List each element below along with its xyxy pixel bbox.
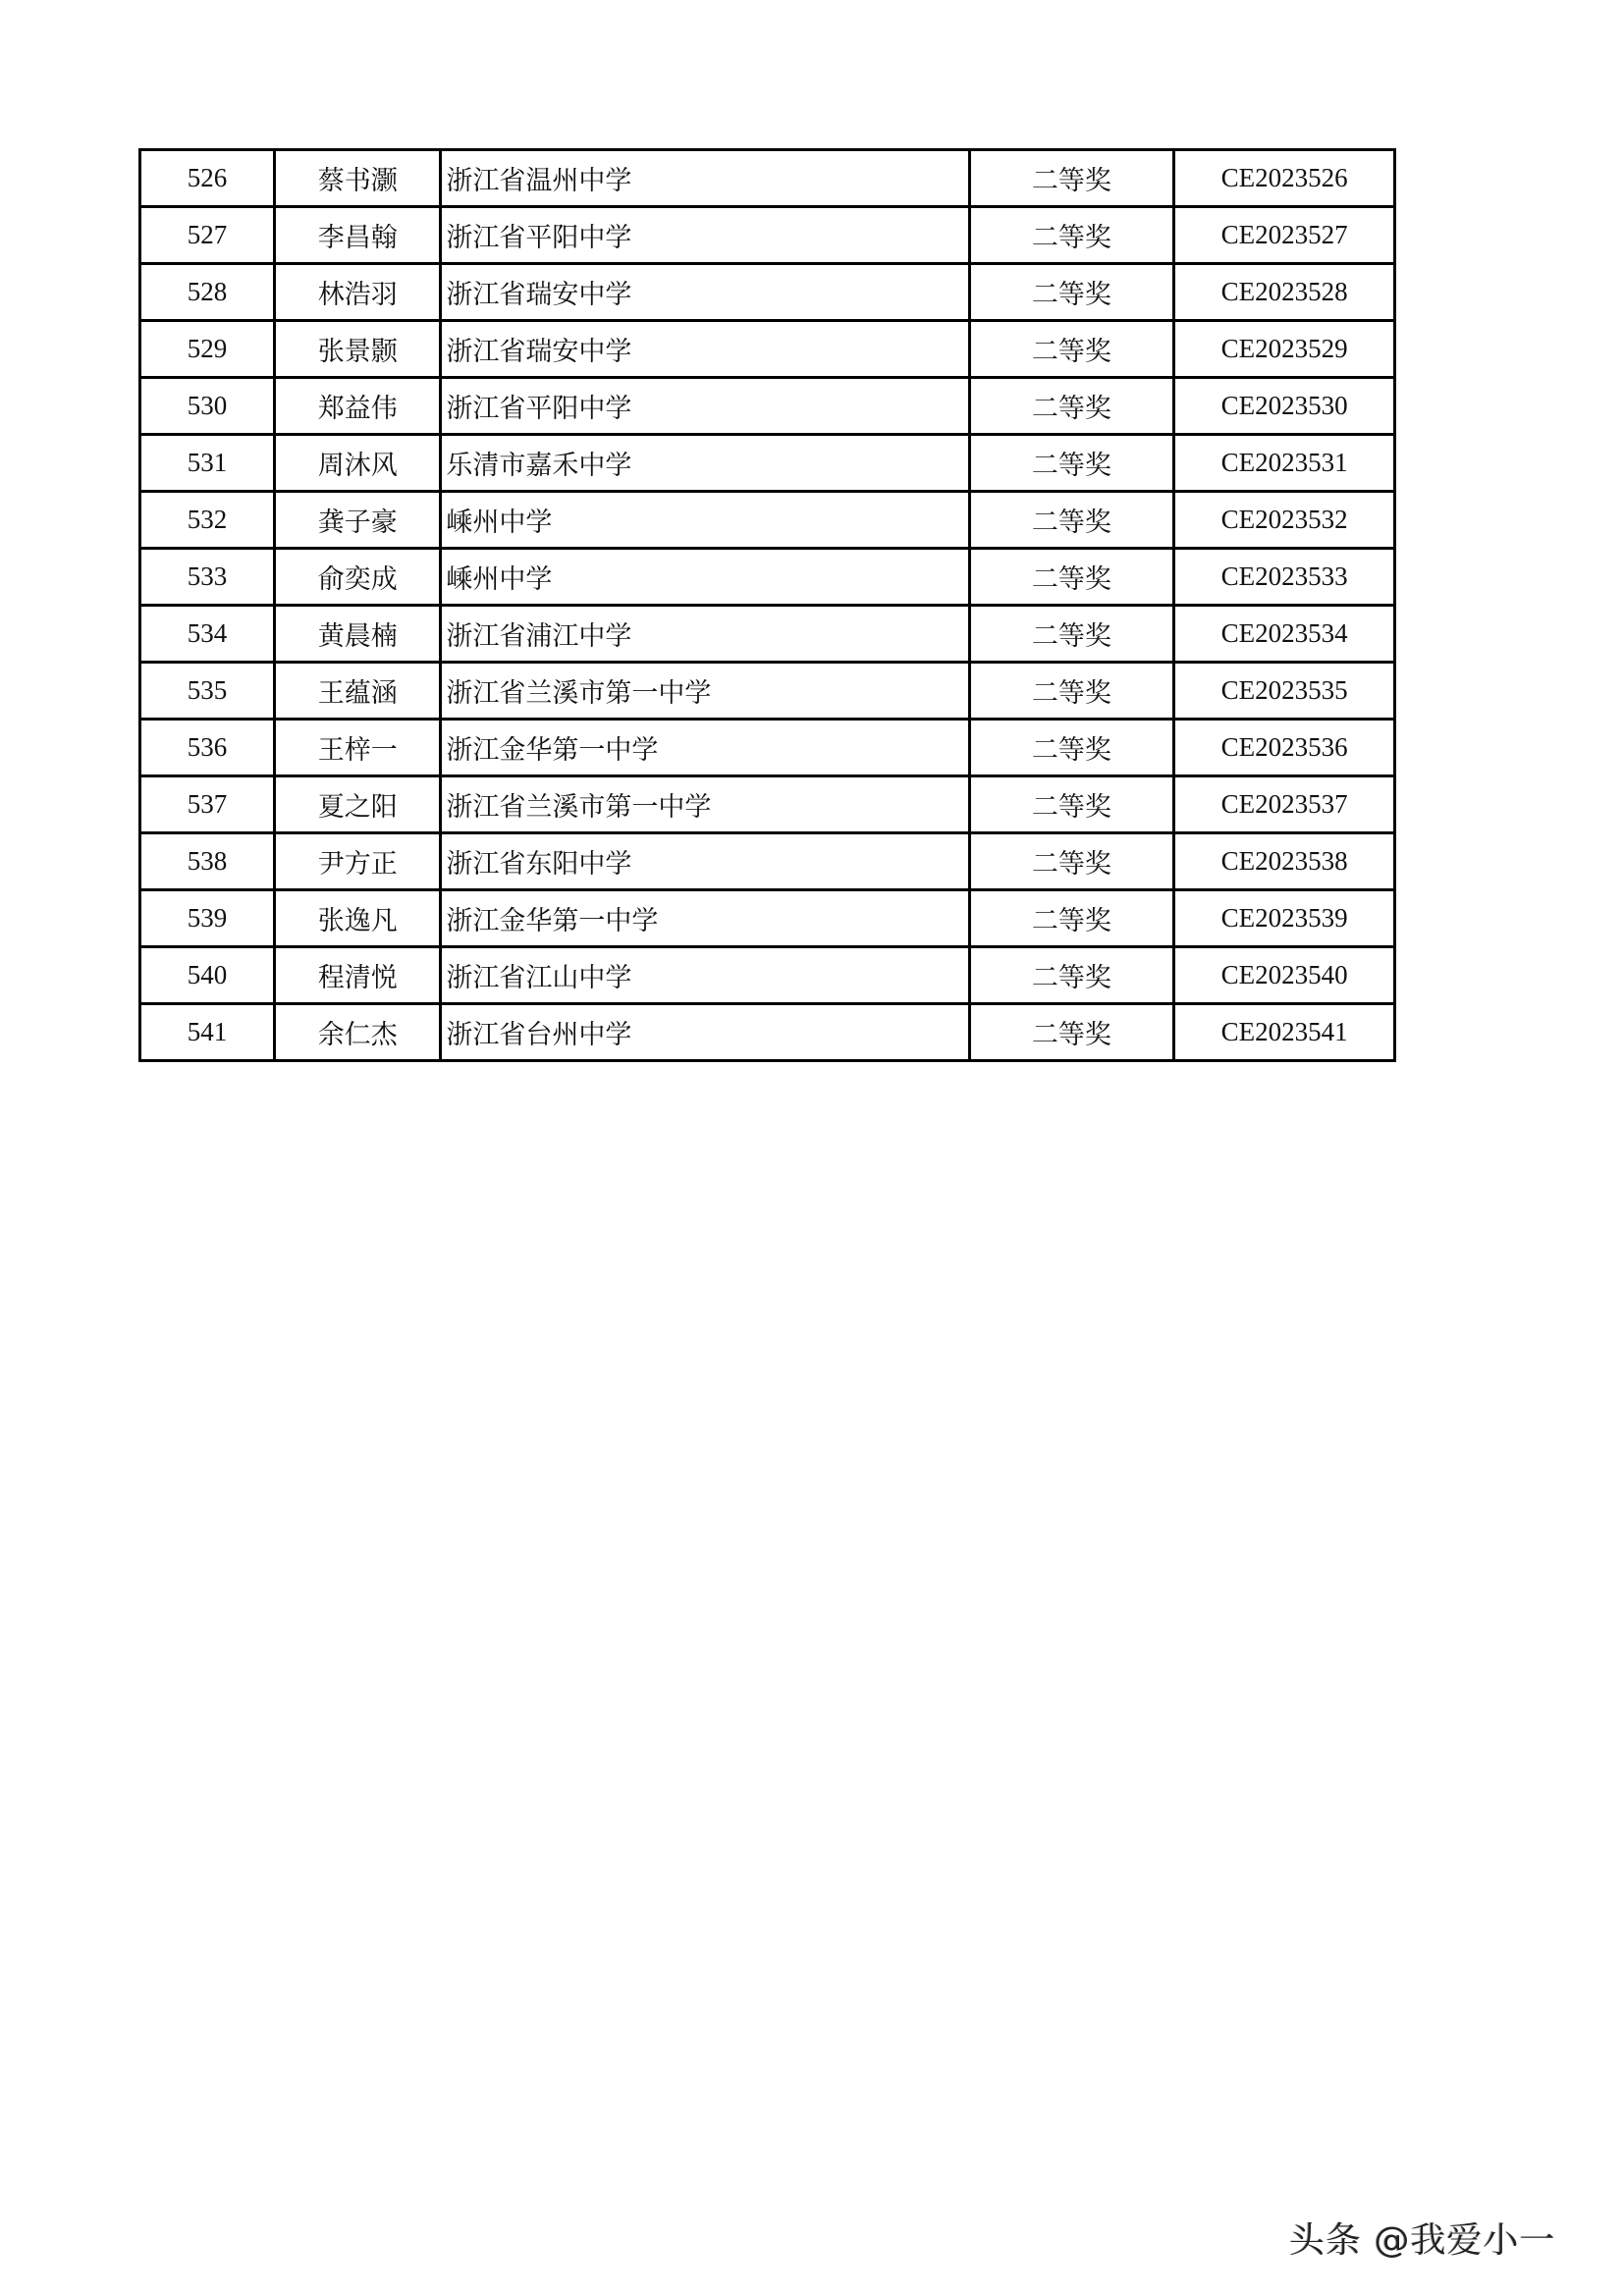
table-row (140, 264, 1395, 321)
cell-school: 浙江省东阳中学 (441, 833, 969, 890)
cell-certificate-code: CE2023530 (1174, 378, 1395, 435)
cell-award: 二等奖 (969, 606, 1174, 663)
cell-school: 嵊州中学 (441, 549, 969, 606)
cell-school: 嵊州中学 (441, 492, 969, 549)
cell-certificate-code: CE2023539 (1174, 890, 1395, 947)
table-row (140, 321, 1395, 378)
cell-number: 532 (140, 492, 275, 549)
cell-school: 浙江金华第一中学 (441, 890, 969, 947)
cell-name: 李昌翰 (275, 207, 441, 264)
cell-number: 528 (140, 264, 275, 321)
cell-certificate-code: CE2023538 (1174, 833, 1395, 890)
cell-name: 王蕴涵 (275, 663, 441, 720)
cell-school: 浙江金华第一中学 (441, 720, 969, 776)
cell-certificate-code: CE2023536 (1174, 720, 1395, 776)
cell-award: 二等奖 (969, 378, 1174, 435)
cell-school: 乐清市嘉禾中学 (441, 435, 969, 492)
cell-certificate-code: CE2023540 (1174, 947, 1395, 1004)
cell-school: 浙江省瑞安中学 (441, 264, 969, 321)
cell-certificate-code: CE2023527 (1174, 207, 1395, 264)
cell-certificate-code: CE2023535 (1174, 663, 1395, 720)
cell-name: 蔡书灏 (275, 150, 441, 207)
cell-number: 526 (140, 150, 275, 207)
cell-certificate-code: CE2023532 (1174, 492, 1395, 549)
cell-name: 余仁杰 (275, 1004, 441, 1061)
cell-number: 531 (140, 435, 275, 492)
cell-name: 程清悦 (275, 947, 441, 1004)
cell-name: 夏之阳 (275, 776, 441, 833)
cell-number: 533 (140, 549, 275, 606)
cell-name: 周沐风 (275, 435, 441, 492)
cell-certificate-code: CE2023537 (1174, 776, 1395, 833)
cell-award: 二等奖 (969, 150, 1174, 207)
cell-school: 浙江省瑞安中学 (441, 321, 969, 378)
cell-certificate-code: CE2023528 (1174, 264, 1395, 321)
cell-name: 俞奕成 (275, 549, 441, 606)
cell-number: 534 (140, 606, 275, 663)
cell-school: 浙江省兰溪市第一中学 (441, 663, 969, 720)
cell-award: 二等奖 (969, 321, 1174, 378)
cell-certificate-code: CE2023533 (1174, 549, 1395, 606)
table-row (140, 150, 1395, 207)
cell-award: 二等奖 (969, 1004, 1174, 1061)
cell-name: 黄晨楠 (275, 606, 441, 663)
cell-number: 529 (140, 321, 275, 378)
table-row (140, 663, 1395, 720)
cell-name: 郑益伟 (275, 378, 441, 435)
cell-number: 527 (140, 207, 275, 264)
cell-number: 536 (140, 720, 275, 776)
cell-award: 二等奖 (969, 549, 1174, 606)
cell-certificate-code: CE2023526 (1174, 150, 1395, 207)
cell-award: 二等奖 (969, 264, 1174, 321)
cell-name: 龚子豪 (275, 492, 441, 549)
table-row (140, 207, 1395, 264)
cell-school: 浙江省江山中学 (441, 947, 969, 1004)
table-row (140, 833, 1395, 890)
table-row (140, 720, 1395, 776)
cell-award: 二等奖 (969, 720, 1174, 776)
cell-number: 535 (140, 663, 275, 720)
cell-award: 二等奖 (969, 833, 1174, 890)
cell-number: 530 (140, 378, 275, 435)
cell-name: 张逸凡 (275, 890, 441, 947)
cell-name: 尹方正 (275, 833, 441, 890)
cell-school: 浙江省平阳中学 (441, 378, 969, 435)
cell-number: 541 (140, 1004, 275, 1061)
cell-school: 浙江省温州中学 (441, 150, 969, 207)
table-row (140, 890, 1395, 947)
table-row (140, 1004, 1395, 1061)
table-row (140, 776, 1395, 833)
cell-certificate-code: CE2023531 (1174, 435, 1395, 492)
table-row (140, 378, 1395, 435)
cell-name: 王梓一 (275, 720, 441, 776)
cell-award: 二等奖 (969, 890, 1174, 947)
table-row (140, 606, 1395, 663)
cell-award: 二等奖 (969, 492, 1174, 549)
cell-number: 540 (140, 947, 275, 1004)
cell-school: 浙江省浦江中学 (441, 606, 969, 663)
table-row (140, 492, 1395, 549)
cell-number: 537 (140, 776, 275, 833)
watermark: 头条 @我爱小一 (1289, 2220, 1556, 2261)
cell-name: 林浩羽 (275, 264, 441, 321)
cell-award: 二等奖 (969, 663, 1174, 720)
cell-certificate-code: CE2023534 (1174, 606, 1395, 663)
cell-name: 张景颢 (275, 321, 441, 378)
cell-certificate-code: CE2023541 (1174, 1004, 1395, 1061)
cell-award: 二等奖 (969, 207, 1174, 264)
cell-award: 二等奖 (969, 947, 1174, 1004)
cell-school: 浙江省平阳中学 (441, 207, 969, 264)
cell-award: 二等奖 (969, 776, 1174, 833)
cell-number: 538 (140, 833, 275, 890)
cell-school: 浙江省兰溪市第一中学 (441, 776, 969, 833)
award-list-body (140, 150, 1395, 1061)
cell-award: 二等奖 (969, 435, 1174, 492)
cell-school: 浙江省台州中学 (441, 1004, 969, 1061)
cell-certificate-code: CE2023529 (1174, 321, 1395, 378)
table-row (140, 549, 1395, 606)
cell-number: 539 (140, 890, 275, 947)
table-row (140, 435, 1395, 492)
table-row (140, 947, 1395, 1004)
award-list-table (138, 148, 1396, 1062)
